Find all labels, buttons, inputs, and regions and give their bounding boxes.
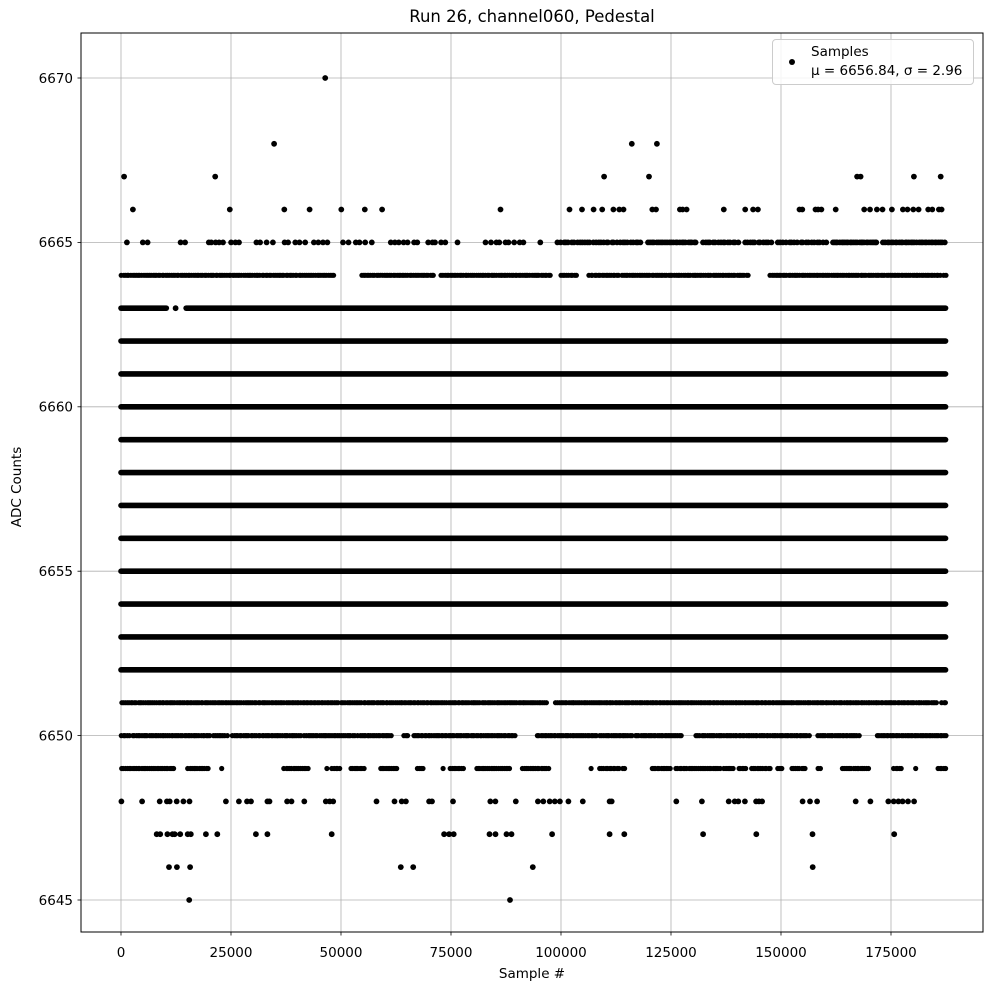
sample-point xyxy=(325,240,331,246)
sample-point xyxy=(483,240,489,246)
sample-point xyxy=(900,799,906,805)
sample-point xyxy=(889,207,895,213)
sample-point xyxy=(814,799,820,805)
sample-point xyxy=(833,207,839,213)
sample-point xyxy=(742,799,748,805)
sample-point xyxy=(236,799,242,805)
tick-labels xyxy=(39,71,917,961)
sample-point xyxy=(521,240,527,246)
sample-point xyxy=(759,799,765,805)
sample-point xyxy=(174,864,180,870)
sample-point xyxy=(220,240,226,246)
sample-marker-icon xyxy=(789,59,795,65)
sample-point xyxy=(548,273,553,278)
sample-point xyxy=(442,240,448,246)
sample-point xyxy=(802,766,807,771)
sample-point xyxy=(331,273,336,278)
sample-point xyxy=(535,799,541,805)
sample-point xyxy=(157,799,163,805)
sample-point xyxy=(236,240,242,246)
sample-point xyxy=(174,799,180,805)
sample-point xyxy=(753,831,759,837)
sample-point xyxy=(938,174,944,180)
sample-point xyxy=(420,766,425,771)
sample-point xyxy=(203,831,209,837)
sample-point xyxy=(580,799,586,805)
sample-point xyxy=(337,766,342,771)
sample-point xyxy=(394,766,399,771)
sample-point xyxy=(206,766,211,771)
legend-entry-samples: Samples xyxy=(811,44,869,60)
sample-point xyxy=(487,799,493,805)
x-tick-label: 175000 xyxy=(865,945,917,961)
sample-point xyxy=(611,207,617,213)
sample-point xyxy=(544,700,549,705)
legend-text xyxy=(811,43,962,81)
sample-point xyxy=(119,799,125,805)
sample-point xyxy=(248,799,254,805)
sample-point xyxy=(799,207,805,213)
sample-point xyxy=(858,174,864,180)
sample-point xyxy=(227,207,233,213)
sample-point xyxy=(379,207,385,213)
sample-point xyxy=(699,799,705,805)
x-tick-label: 0 xyxy=(116,945,126,961)
sample-point xyxy=(579,207,585,213)
sample-point xyxy=(566,799,572,805)
sample-point xyxy=(389,733,394,738)
sample-point xyxy=(684,207,690,213)
sample-point xyxy=(943,700,948,705)
sample-point xyxy=(504,831,510,837)
sample-point xyxy=(167,799,173,805)
sample-point xyxy=(874,207,880,213)
sample-point xyxy=(139,799,145,805)
sample-point xyxy=(511,240,517,246)
sample-point xyxy=(346,240,352,246)
x-tick-label: 75000 xyxy=(429,945,473,961)
sample-point xyxy=(271,141,277,147)
sample-point xyxy=(362,207,368,213)
sample-point xyxy=(823,240,829,246)
sample-point xyxy=(885,799,891,805)
sample-point xyxy=(281,207,287,213)
sample-point xyxy=(857,733,862,738)
sample-point xyxy=(302,240,308,246)
sample-point xyxy=(746,273,751,278)
sample-point xyxy=(369,240,375,246)
sample-point xyxy=(800,799,806,805)
sample-point xyxy=(853,799,859,805)
sample-point xyxy=(429,799,435,805)
sample-point xyxy=(769,240,775,246)
sample-point xyxy=(165,831,171,837)
sample-point xyxy=(726,799,732,805)
sample-point xyxy=(186,897,192,903)
sample-point xyxy=(340,240,346,246)
sample-point xyxy=(873,240,879,246)
sample-point xyxy=(301,799,307,805)
sample-point xyxy=(755,207,761,213)
sample-point xyxy=(357,240,363,246)
sample-point xyxy=(731,766,736,771)
sample-point xyxy=(214,831,220,837)
sample-point xyxy=(181,799,187,805)
sample-point xyxy=(297,240,303,246)
sample-point xyxy=(187,799,193,805)
legend-box xyxy=(772,39,974,85)
sample-point xyxy=(187,864,193,870)
sample-point xyxy=(166,864,172,870)
sample-point xyxy=(905,207,911,213)
sample-point xyxy=(867,207,873,213)
sample-point xyxy=(557,799,563,805)
x-axis-label: Sample # xyxy=(498,966,566,982)
x-tick-label: 125000 xyxy=(645,945,697,961)
sample-point xyxy=(700,831,706,837)
sample-point xyxy=(721,207,727,213)
sample-point xyxy=(171,766,176,771)
sample-point xyxy=(392,799,398,805)
sample-point xyxy=(943,766,948,771)
sample-point xyxy=(265,831,271,837)
sample-point xyxy=(507,766,512,771)
sample-point xyxy=(736,240,742,246)
sample-point xyxy=(768,766,773,771)
sample-point xyxy=(289,799,295,805)
sample-point xyxy=(225,733,230,738)
sample-point xyxy=(329,831,335,837)
sample-point xyxy=(668,766,673,771)
sample-point xyxy=(362,766,367,771)
sample-point xyxy=(253,831,259,837)
axes-spines xyxy=(81,33,983,932)
sample-point xyxy=(911,174,917,180)
sample-point xyxy=(307,207,313,213)
sample-point xyxy=(807,733,812,738)
sample-point xyxy=(264,240,270,246)
y-tick-label: 6655 xyxy=(38,564,73,580)
sample-point xyxy=(455,240,461,246)
sample-point xyxy=(929,207,935,213)
sample-point xyxy=(285,240,291,246)
sample-point xyxy=(451,831,457,837)
sample-point xyxy=(913,766,918,771)
sample-point xyxy=(601,174,607,180)
sample-point xyxy=(410,864,416,870)
sample-point xyxy=(622,766,627,771)
y-axis-label: ADC Counts xyxy=(9,446,25,528)
sample-point xyxy=(374,799,380,805)
legend-entry-stats: μ = 6656.84, σ = 2.96 xyxy=(811,63,963,79)
sample-point xyxy=(673,799,679,805)
sample-point xyxy=(219,766,224,771)
sample-point xyxy=(362,240,368,246)
sample-point xyxy=(819,207,825,213)
sample-point xyxy=(432,240,438,246)
sample-point xyxy=(693,240,699,246)
sample-point xyxy=(621,831,627,837)
sample-point xyxy=(810,864,816,870)
sample-point xyxy=(441,766,446,771)
sample-point xyxy=(530,864,536,870)
sample-point xyxy=(607,831,613,837)
sample-point xyxy=(398,864,404,870)
sample-point xyxy=(306,766,311,771)
sample-point xyxy=(173,305,179,311)
sample-point xyxy=(621,207,627,213)
sample-point xyxy=(157,831,163,837)
sample-point xyxy=(646,174,652,180)
sample-point xyxy=(742,207,748,213)
sample-point xyxy=(130,207,136,213)
sample-point xyxy=(498,207,504,213)
sample-point xyxy=(939,207,945,213)
sample-point xyxy=(574,273,579,278)
sample-point xyxy=(899,766,904,771)
sample-point xyxy=(330,799,336,805)
sample-point xyxy=(507,897,513,903)
sample-point xyxy=(911,799,917,805)
grid-lines xyxy=(81,33,983,932)
sample-point xyxy=(270,240,276,246)
sample-point xyxy=(461,766,466,771)
sample-point xyxy=(943,733,948,738)
sample-point xyxy=(807,799,813,805)
sample-point xyxy=(537,240,543,246)
sample-point xyxy=(735,799,741,805)
sample-point xyxy=(589,766,594,771)
sample-point xyxy=(512,733,517,738)
sample-point xyxy=(338,207,344,213)
sample-point xyxy=(942,240,948,246)
sample-point xyxy=(547,799,553,805)
sample-point xyxy=(414,240,420,246)
sample-point xyxy=(267,799,273,805)
y-tick-label: 6650 xyxy=(38,728,73,745)
sample-point xyxy=(638,240,644,246)
sample-point xyxy=(743,766,748,771)
sample-point xyxy=(324,766,329,771)
sample-point xyxy=(441,831,447,837)
sample-point xyxy=(880,207,886,213)
sample-point xyxy=(450,799,456,805)
sample-point xyxy=(599,207,605,213)
sample-point xyxy=(223,799,229,805)
sample-point xyxy=(679,733,684,738)
sample-point xyxy=(172,831,178,837)
sample-point xyxy=(121,174,127,180)
sample-point xyxy=(493,799,499,805)
y-tick-label: 6660 xyxy=(38,399,73,416)
sample-point xyxy=(779,766,784,771)
sample-point xyxy=(866,766,871,771)
sample-point xyxy=(861,207,867,213)
sample-point xyxy=(943,273,948,278)
sample-point xyxy=(868,799,874,805)
sample-point xyxy=(905,799,911,805)
sample-point xyxy=(891,831,897,837)
sample-point xyxy=(403,799,409,805)
y-tick-label: 6670 xyxy=(38,70,73,87)
sample-point xyxy=(540,799,546,805)
sample-point xyxy=(177,831,183,837)
sample-point xyxy=(145,240,151,246)
legend-marker-col xyxy=(773,59,811,65)
chart-title: Run 26, channel060, Pedestal xyxy=(409,7,655,26)
sample-point xyxy=(567,207,573,213)
y-tick-label: 6645 xyxy=(38,892,73,909)
y-tick-label: 6665 xyxy=(38,235,73,252)
sample-point xyxy=(609,799,615,805)
sample-point xyxy=(182,240,188,246)
sample-point xyxy=(506,240,512,246)
sample-point xyxy=(488,240,494,246)
sample-point xyxy=(810,831,816,837)
sample-point xyxy=(629,141,635,147)
sample-point xyxy=(916,207,922,213)
sample-point xyxy=(549,831,555,837)
sample-point xyxy=(653,207,659,213)
sample-point xyxy=(405,240,411,246)
sample-point xyxy=(509,831,515,837)
sample-point xyxy=(513,799,519,805)
sample-point xyxy=(257,240,263,246)
x-tick-label: 150000 xyxy=(755,945,807,961)
sample-point xyxy=(431,273,436,278)
sample-point xyxy=(818,766,823,771)
sample-point xyxy=(934,700,939,705)
sample-point xyxy=(654,141,660,147)
sample-point xyxy=(124,240,130,246)
sample-point xyxy=(188,831,194,837)
sample-point xyxy=(322,75,328,81)
sample-point xyxy=(496,240,502,246)
sample-point xyxy=(546,766,551,771)
sample-point xyxy=(487,831,493,837)
sample-point xyxy=(910,207,916,213)
sample-point xyxy=(212,174,218,180)
sample-point xyxy=(591,207,597,213)
x-tick-label: 100000 xyxy=(535,945,587,961)
sample-point xyxy=(493,831,499,837)
x-tick-label: 25000 xyxy=(209,945,253,961)
x-tick-label: 50000 xyxy=(319,945,363,961)
scatter-points xyxy=(119,75,949,903)
sample-point xyxy=(552,799,558,805)
sample-point xyxy=(405,733,410,738)
